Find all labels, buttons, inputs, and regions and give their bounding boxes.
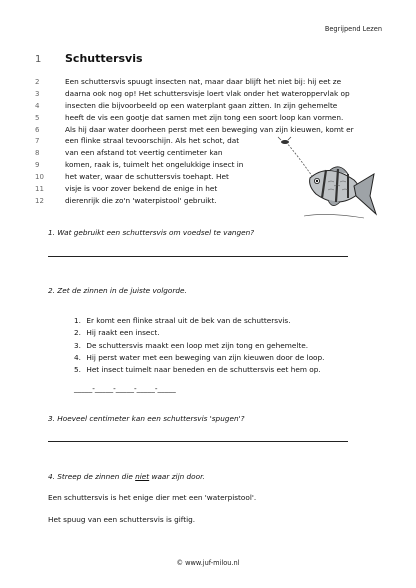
line-text: Als hij daar water doorheen perst met een beweging van zijn kieuwen, komt er [65,124,354,134]
title-line-number: 1 [35,54,42,65]
emphasis-word: niet [135,472,150,481]
statement-2[interactable]: Het spuug van een schuttersvis is giftig. [48,515,196,524]
line-number: 5 [35,113,40,122]
answer-line-1[interactable] [48,256,348,257]
line-number: 3 [35,89,40,98]
line-number: 2 [35,78,40,86]
line-number: 10 [35,173,44,182]
list-item: 2. Hij raakt een insect. [74,328,160,338]
line-text: een flinke straal tevoorschijn. Als het schot, dat [65,136,240,146]
question-1: 1. Wat gebruikt een schuttersvis om voedsel te vangen? [48,228,255,237]
line-number: 11 [35,185,44,194]
line-text: dierenrijk die zo'n 'waterpistool' gebruikt. [65,195,217,205]
line-text: visje is voor zover bekend de enige in het [65,184,218,194]
line-text: heeft de vis een gootje dat samen met zijn tong een soort loop kan vormen. [65,112,344,122]
list-item: 5. Het insect tuimelt naar beneden en de schuttersvis eet hem op. [74,365,321,375]
page-footer: © www.juf-milou.nl [176,559,240,567]
line-text: daarna ook nog op! Het schuttersvisje loert vlak onder het wateroppervlak op [65,88,350,98]
line-number: 9 [35,161,40,170]
list-item: 3. De schuttersvis maakt een loop met zijn tong en gehemelte. [74,340,309,350]
text-line [35,101,354,113]
text-line [35,125,354,137]
archer-fish-icon [268,136,378,226]
line-number: 4 [35,101,40,110]
line-text: insecten die bijvoorbeeld op een waterplant gaan zitten. In zijn gehemelte [65,100,338,110]
text-line [35,77,354,89]
line-text: het water, waar de schuttersvis toehapt. Het [65,172,229,182]
order-blanks[interactable]: _____-_____-_____-_____-_____ [74,384,176,393]
line-number: 6 [35,125,40,134]
answer-line-3[interactable] [48,441,348,442]
line-number: 8 [35,149,40,158]
sentence-list [74,316,324,377]
text-line [35,113,354,125]
page-header: Begrijpend Lezen [324,25,382,33]
list-item: 1. Er komt een flinke straal uit de bek van de schuttersvis. [74,316,291,325]
title-row [35,52,143,65]
question-4: 4. Streep de zinnen die niet waar zijn door. [48,472,205,481]
line-number: 12 [35,196,44,205]
line-text: komen, raak is, tuimelt het ongelukkige insect in [65,160,244,170]
line-text: Een schuttersvis spuugt insecten nat, maar daar blijft het niet bij: hij eet ze [65,77,342,86]
list-item: 4. Hij perst water met een beweging van zijn kieuwen door de loop. [74,352,325,362]
text-line [35,89,354,101]
page-title: Schuttersvis [65,52,143,65]
line-number: 7 [35,137,40,146]
question-2: 2. Zet de zinnen in de juiste volgorde. [48,286,187,295]
statement-1[interactable]: Een schuttersvis is het enige dier met een 'waterpistool'. [48,493,257,502]
question-3: 3. Hoeveel centimeter kan een schuttersvis 'spugen'? [48,414,245,423]
line-text: van een afstand tot veertig centimeter kan [65,148,223,158]
